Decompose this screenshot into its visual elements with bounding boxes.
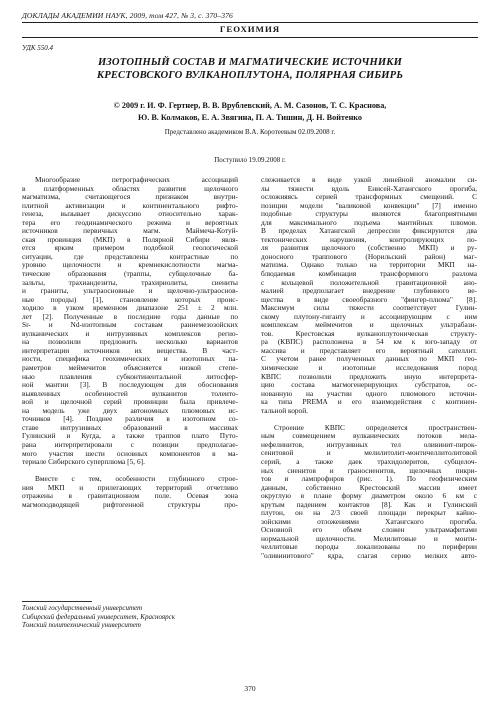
text-line: вулканических и интрузивных комплексов регио- [22,329,238,338]
text-line: ных сиенитов и граносиенитов, щелочных пикри- [261,466,477,475]
text-line: тические образования (траппы, субщелочные ба- [22,270,238,279]
text-line: комплексам меймечитов и щелочных ультрабази- [261,321,477,330]
text-line: ется ярким примером подобной геологической [22,244,238,253]
text-line: тов. Крестовская вулканоплутоническая структу- [261,329,477,338]
body-column-right [261,176,477,561]
text-line: магматизма, считающегося признаком внутри- [22,193,238,202]
text-line: Строение КВПС определяется пространствен- [274,423,477,432]
text-line: магмоподводящей рифтогенной структуры про- [22,500,238,509]
affiliations [22,604,175,630]
text-line: на модель уже двух автономных плюмовых ис- [22,406,238,415]
text-line: плитной активизации и континентального рифто- [22,201,238,210]
paragraph-gap [22,467,238,476]
text-line: раметров меймечитов объясняется низкой степе- [22,364,238,373]
text-line: тера его геодинамического режима и вероятных [22,218,238,227]
authors-line: Ю. В. Колмаков, Е. А. Звягина, П. А. Тишин, Д. Н. Войтенко [138,112,362,122]
text-line: нью плавления субконтинентальной литосфер- [22,372,238,381]
affiliation: Сибирский федеральный университет, Красноярск [22,612,176,621]
authors-line: © 2009 г. И. Ф. Гертнер, В. В. Врублевский, А. М. Сазонов, Т. С. Краснова, [113,101,387,110]
text-line: скому плутону-гиганту и ассоциирующим с ним [261,312,477,321]
text-line: "оливинитового" ядра, слагая серию мелких авто- [261,552,477,561]
text-line: и граниты, ультраосновные и щелочно-ультраоснов- [22,287,238,296]
article-title [30,56,470,82]
text-line: с кольцевой положительной гравитационной ано- [261,278,477,287]
text-line: блюдаемая комбинация трансформного разлома [261,270,477,279]
text-line: ставе интрузивных образований в массивах [22,423,238,432]
text-line: В пределах Хатангской депрессии фиксируются два [261,227,477,236]
footnote-rule [22,601,92,602]
text-line: рана интерпретировали с позиции предполагае- [22,440,238,449]
text-line: уровню щелочности и кремнекислотности магма- [22,261,238,270]
text-line: лы тяжести вдоль Енисей-Хатангского прогиба, [261,184,477,193]
text-line: ская провинция (МКП) в Полярной Сибири явля- [22,235,238,244]
text-line: крутым падением контактов [8]. Как и Гулинский [261,500,477,509]
text-line: точников [4]. Позднее различия в изотопном со- [22,415,238,424]
text-line: ные породы) [1], становление которых проис- [22,295,238,304]
text-line: плутон, он на 2/3 своей площади перекрыт кайно- [261,509,477,518]
text-line: округлую в плане форму диаметром около 6 км с [261,492,477,501]
text-line: слеживается в виде узкой линейной аномалии си- [261,176,477,184]
journal-header: ДОКЛАДЫ АКАДЕМИИ НАУК, 2009, том 427, № 3, с. 370–376 [22,11,233,20]
text-line: Гулинский и Кугда, а также траппов плато Путо- [22,432,238,441]
text-line: Основной его объем сложен ультрамафитами [261,526,477,535]
text-line: тектонических нарушения, контролирующих по- [261,235,477,244]
text-line: ра (КВПС) расположена в 54 км к юго-западу от [261,338,477,347]
text-line: зальты, трахиандезиты, трахириолиты, сиениты [22,278,238,287]
page-number: 370 [244,684,256,693]
text-line: ной мантии [3]. В последующем для обоснования [22,381,238,390]
paragraph-gap [261,415,477,424]
text-line: интерпретации источников их вещества. В част- [22,346,238,355]
text-line: ным совмещением вулканических потоков мела- [261,432,477,441]
text-line: нормальной щелочности. Мелилитовые и монти- [261,534,477,543]
text-line: малией предполагает внедрение глубинного ве- [261,287,477,296]
header-rule-top [22,22,478,23]
udc-code: УДК 550.4 [22,44,54,52]
text-line: сенитовой и мелилитолит-монтичеллитолитовой [261,449,477,458]
text-line: Максимум силы тяжести соответствует Гулин- [261,304,477,313]
text-line: ности, специфика геохимических и изотопных па- [22,355,238,364]
text-line: для максимального подъема мантийных плюмов. [261,218,477,227]
text-line: зойскими отложениями Хатангского прогиба. [261,517,477,526]
text-line: тов и лампрофиров (рис. 1). По геофизическим [261,475,477,484]
text-line: генеза, вызывает дискуссию относительно харак- [22,210,238,219]
text-line: осложняясь серией трансформных смещений. С [261,193,477,202]
section-title: ГЕОХИМИЯ [219,24,281,34]
text-line: Вместе с тем, особенности глубинного строе- [35,475,238,484]
text-line: отражены в гравитационном поле. Осевая зона [22,492,238,501]
text-line: ситуации, где представлены контрастные по [22,252,238,261]
text-line: ка типа PREMA и его взаимодействия с континен- [261,398,477,407]
text-line: матизма. Однако только на территории МКП на- [261,261,477,270]
text-line: в платформенных областях развития щелочного [22,184,238,193]
text-line: химические и изотопные исследования пород [261,364,477,373]
article-authors [30,100,470,123]
text-line: КВПС позволили предложить иную интерпрета- [261,372,477,381]
text-line: тальной корой. [261,406,308,415]
text-line: Sr- и Nd-изотопным составам раннемезозойских [22,321,238,330]
text-line: ходило в узком временном диапазоне 251 ± 2 млн. [22,304,238,313]
text-line: подобные структуры являются благоприятными [261,210,477,219]
presented-by: Представлено академиком В.А. Коротеевым 02.09.2008 г. [164,128,336,136]
text-line: челлитовые породы локализованы по периферии [261,543,477,552]
text-line: позиции модели "валиковой конвекции" [7] именно [261,201,477,210]
text-line: на позволили предложить несколько вариантов [22,338,238,347]
text-line: териале Сибирского суперплюма [5, 6]. [22,458,145,467]
text-line: мого участия шести основных компонентов в ма- [22,449,238,458]
article-title-line: КРЕСТОВСКОГО ВУЛКАНОПЛУТОНА, ПОЛЯРНАЯ СИБИРЬ [96,70,404,82]
received-date: Поступило 19.09.2008 г. [214,156,286,164]
text-line: ния МКП и прилегающих территорий отчетливо [22,483,238,492]
body-column-left [22,176,238,509]
text-line: выявленных особенностей вулканитов толеито- [22,389,238,398]
text-line: Многообразие петрографических ассоциаций [35,176,238,184]
affiliation: Томский государственный университет [22,604,143,612]
text-line: нованную на участии одного плюмового источни- [261,389,477,398]
text-line: доносного траппового (Норильский район) маг- [261,252,477,261]
text-line: ля развития щелочного (собственно МКП) и ру- [261,244,477,253]
text-line: данным, собственно Крестовский массив имеет [261,483,477,492]
affiliation: Томский политехнический университет [22,621,141,630]
text-line: лет [2]. Полученные в последние годы данные по [22,312,238,321]
header-rule-bottom [22,37,478,38]
text-line: массива и представляет его вероятный сателлит. [261,346,477,355]
text-line: вой и щелочной серий провинции была привлече- [22,398,238,407]
text-line: серий, а также даек трахидолеритов, субщелоч- [261,458,477,466]
text-line: С учетом ранее полученных данных по МКП гео- [261,355,477,364]
article-title-line: ИЗОТОПНЫЙ СОСТАВ И МАГМАТИЧЕСКИЕ ИСТОЧНИКИ [97,57,403,68]
text-line: щества в виде своеобразного "фингер-плюма" [8]. [261,295,477,304]
text-line: источников первичных магм. Маймеча-Котуй- [22,227,238,236]
text-line: нефелинитов, интрузивных тел оливинит-пирок- [261,440,477,449]
text-line: цию состава магмогенерирующих субстратов, ос- [261,381,477,390]
